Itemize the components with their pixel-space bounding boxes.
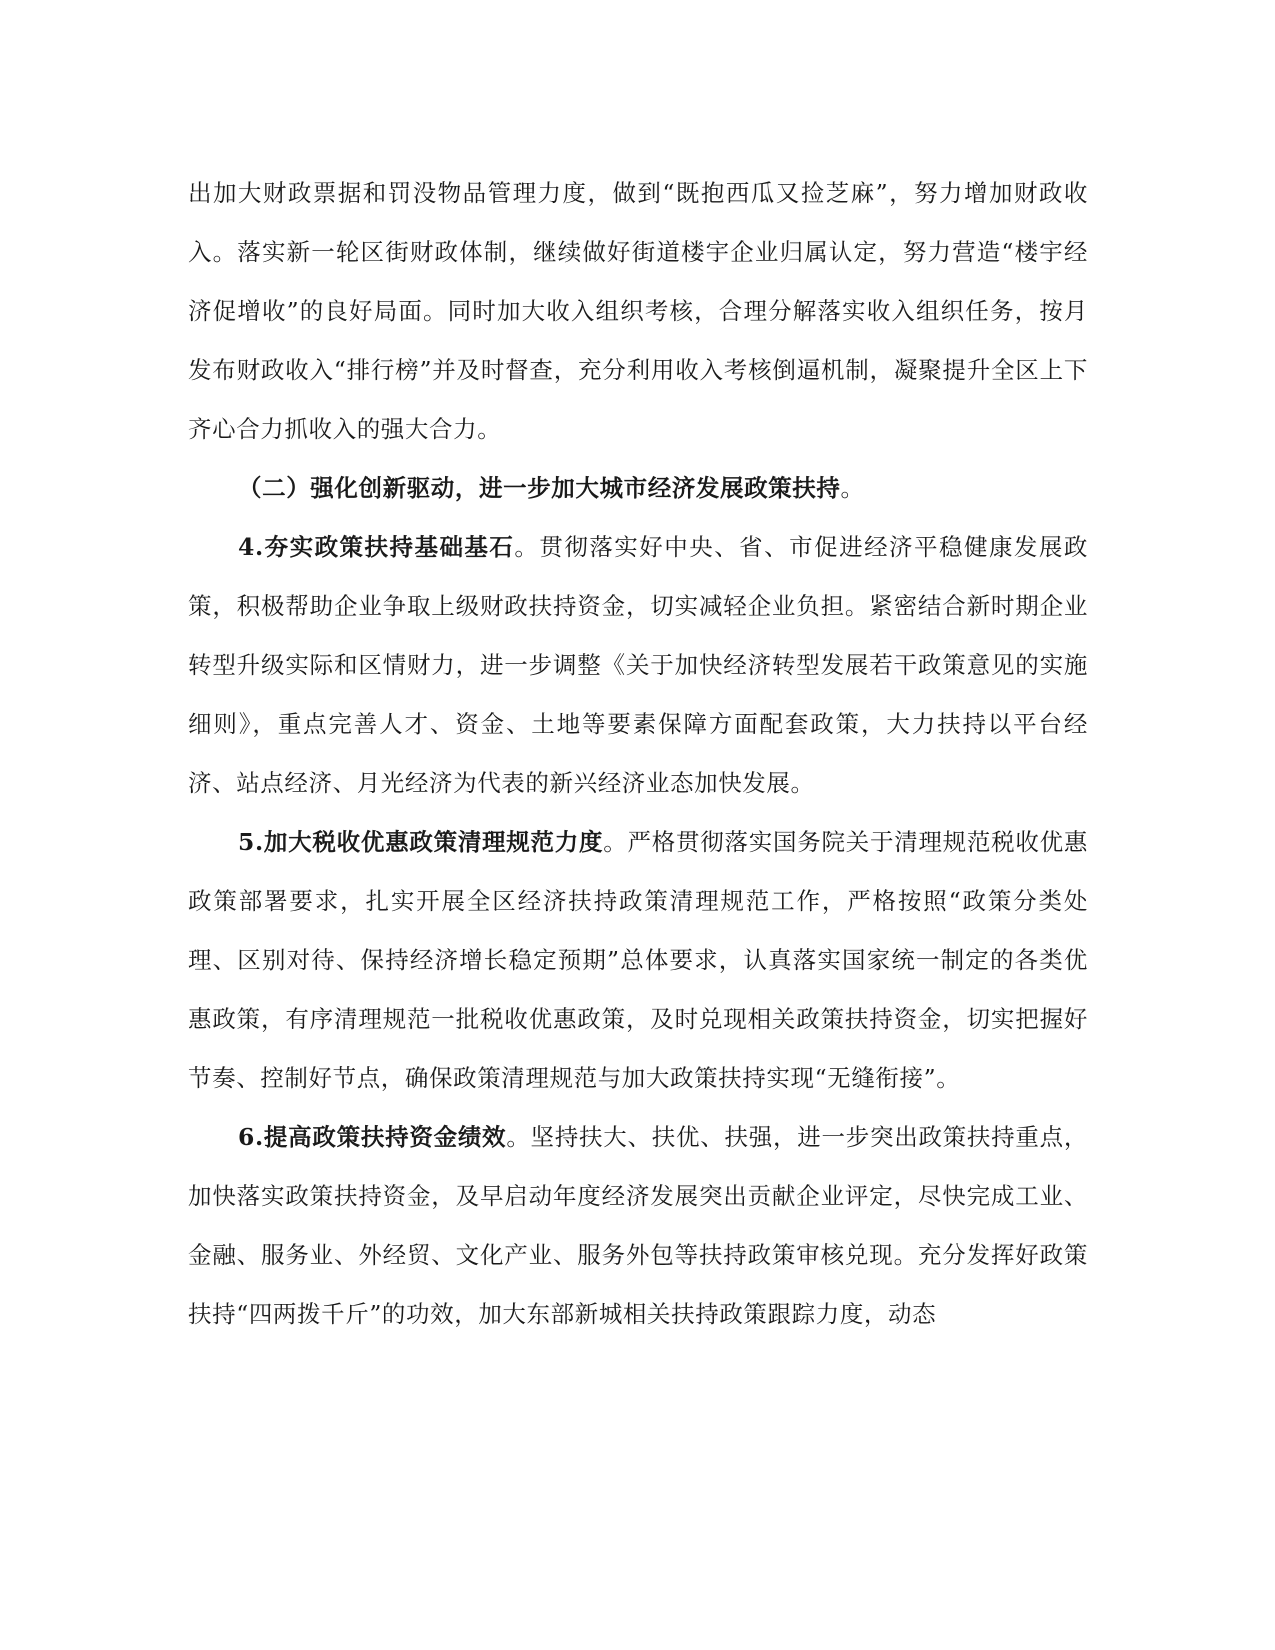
section-heading-innovation: [188, 459, 1088, 518]
document-body: [188, 164, 1088, 1344]
paragraph-text: 。贯彻落实好中央、省、市促进经济平稳健康发展政策，积极帮助企业争取上级财政扶持资金，切实减轻企业负担。紧密结合新时期企业转型升级实际和区情财力，进一步调整《关于加快经济转型发展若干政策意见的实施细则》，重点完善人才、资金、土地等要素保障方面配套政策，大力扶持以平台经济、站点经济、月光经济为代表的新兴经济业态加快发展。: [188, 533, 1088, 797]
paragraph-text: 出加大财政票据和罚没物品管理力度，做到“既抱西瓜又捡芝麻”，努力增加财政收入。落实新一轮区街财政体制，继续做好街道楼宇企业归属认定，努力营造“楼宇经济促增收”的良好局面。同时加大收入组织考核，合理分解落实收入组织任务，按月发布财政收入“排行榜”并及时督查，充分利用收入考核倒逼机制，凝聚提升全区上下齐心合力抓收入的强大合力。: [188, 179, 1088, 443]
paragraph-text: 。严格贯彻落实国务院关于清理规范税收优惠政策部署要求，扎实开展全区经济扶持政策清理规范工作，严格按照“政策分类处理、区别对待、保持经济增长稳定预期”总体要求，认真落实国家统一制定的各类优惠政策，有序清理规范一批税收优惠政策，及时兑现相关政策扶持资金，切实把握好节奏、控制好节点，确保政策清理规范与加大政策扶持实现“无缝衔接”。: [188, 828, 1088, 1092]
paragraph-heading: 6.提高政策扶持资金绩效: [238, 1123, 507, 1151]
section-heading-text: （二）强化创新驱动，进一步加大城市经济发展政策扶持: [238, 474, 841, 502]
paragraph-fund-performance: [188, 1108, 1088, 1344]
paragraph-text: 。坚持扶大、扶优、扶强，进一步突出政策扶持重点，加快落实政策扶持资金，及早启动年度经济发展突出贡献企业评定，尽快完成工业、金融、服务业、外经贸、文化产业、服务外包等扶持政策审核兑现。充分发挥好政策扶持“四两拨千斤”的功效，加大东部新城相关扶持政策跟踪力度，动态: [188, 1123, 1088, 1328]
section-heading-punct: 。: [840, 474, 865, 502]
paragraph-revenue: [188, 164, 1088, 459]
paragraph-heading: 5.加大税收优惠政策清理规范力度: [238, 828, 604, 856]
paragraph-heading: 4.夯实政策扶持基础基石: [238, 533, 515, 561]
paragraph-policy-foundation: [188, 518, 1088, 813]
paragraph-tax-policy: [188, 813, 1088, 1108]
